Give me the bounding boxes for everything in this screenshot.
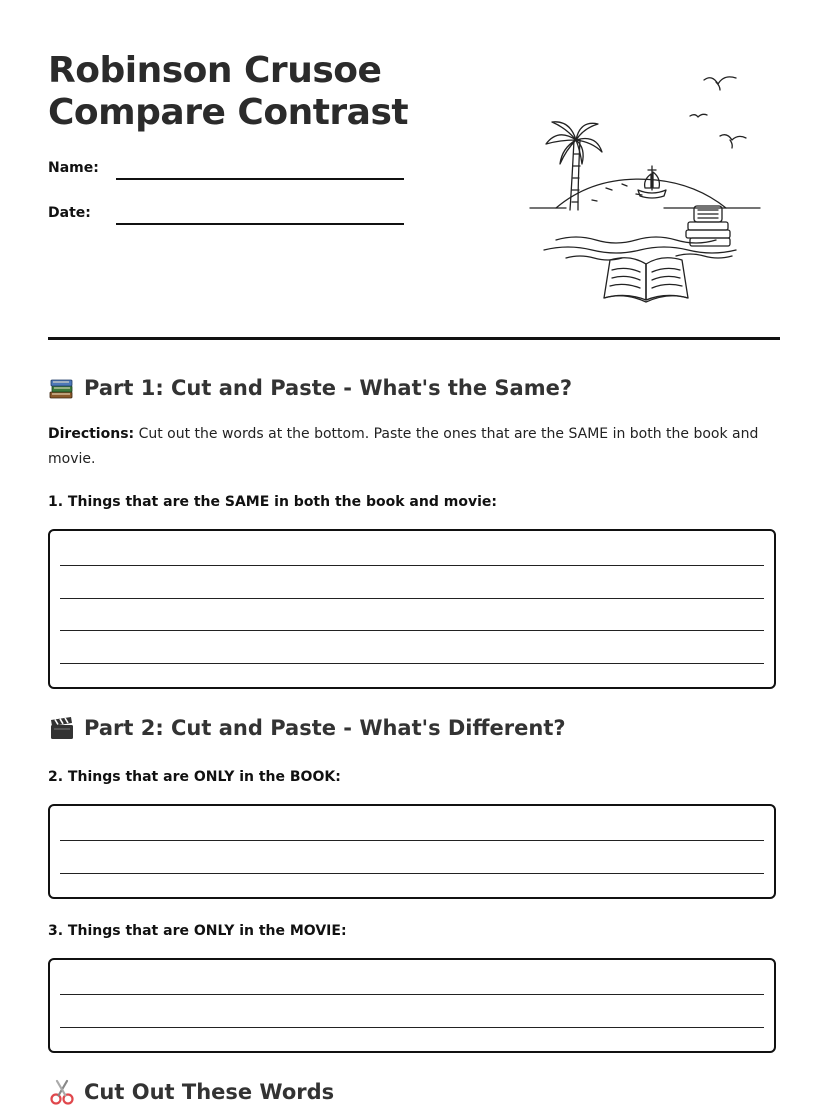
writing-line	[60, 663, 764, 664]
title-line-1: Robinson Crusoe	[48, 50, 382, 91]
writing-line	[60, 840, 764, 841]
palm-tree-icon	[546, 122, 602, 210]
answer-box-movie[interactable]	[48, 958, 776, 1053]
writing-line	[60, 630, 764, 631]
bird-icon	[690, 114, 707, 117]
open-book-icon	[604, 258, 688, 302]
bird-icon	[704, 77, 736, 90]
date-field[interactable]	[48, 205, 408, 229]
section-divider	[48, 337, 780, 340]
date-line[interactable]	[116, 223, 404, 225]
question-2: 2. Things that are ONLY in the BOOK:	[48, 769, 341, 785]
cut-section-heading	[48, 1078, 334, 1106]
island-book-illustration	[526, 62, 766, 304]
clapperboard-icon	[48, 714, 76, 742]
writing-line	[60, 873, 764, 874]
page-title	[48, 50, 408, 134]
question-1: 1. Things that are the SAME in both the book and movie:	[48, 494, 497, 510]
bird-icon	[720, 135, 746, 148]
part1-heading	[48, 374, 572, 402]
directions-label: Directions:	[48, 426, 135, 442]
name-label: Name:	[48, 160, 99, 176]
title-line-2: Compare Contrast	[48, 92, 409, 133]
cut-section-heading-text: Cut Out These Words	[84, 1080, 335, 1104]
directions-body: Cut out the words at the bottom. Paste the ones that are the SAME in both the book and movie.	[48, 426, 759, 467]
ship-icon	[638, 166, 666, 198]
writing-line	[60, 598, 764, 599]
part2-heading	[48, 714, 566, 742]
date-label: Date:	[48, 205, 91, 221]
books-icon	[48, 374, 76, 402]
writing-line	[60, 1027, 764, 1028]
scissors-icon	[48, 1078, 76, 1106]
part2-heading-text: Part 2: Cut and Paste - What's Different?	[84, 716, 566, 740]
answer-box-same[interactable]	[48, 529, 776, 689]
writing-line	[60, 565, 764, 566]
question-3: 3. Things that are ONLY in the MOVIE:	[48, 923, 347, 939]
directions-text	[48, 422, 768, 472]
name-line[interactable]	[116, 178, 404, 180]
writing-line	[60, 994, 764, 995]
name-field[interactable]	[48, 160, 408, 184]
books-stack-icon	[686, 206, 730, 246]
answer-box-book[interactable]	[48, 804, 776, 899]
part1-heading-text: Part 1: Cut and Paste - What's the Same?	[84, 376, 573, 400]
